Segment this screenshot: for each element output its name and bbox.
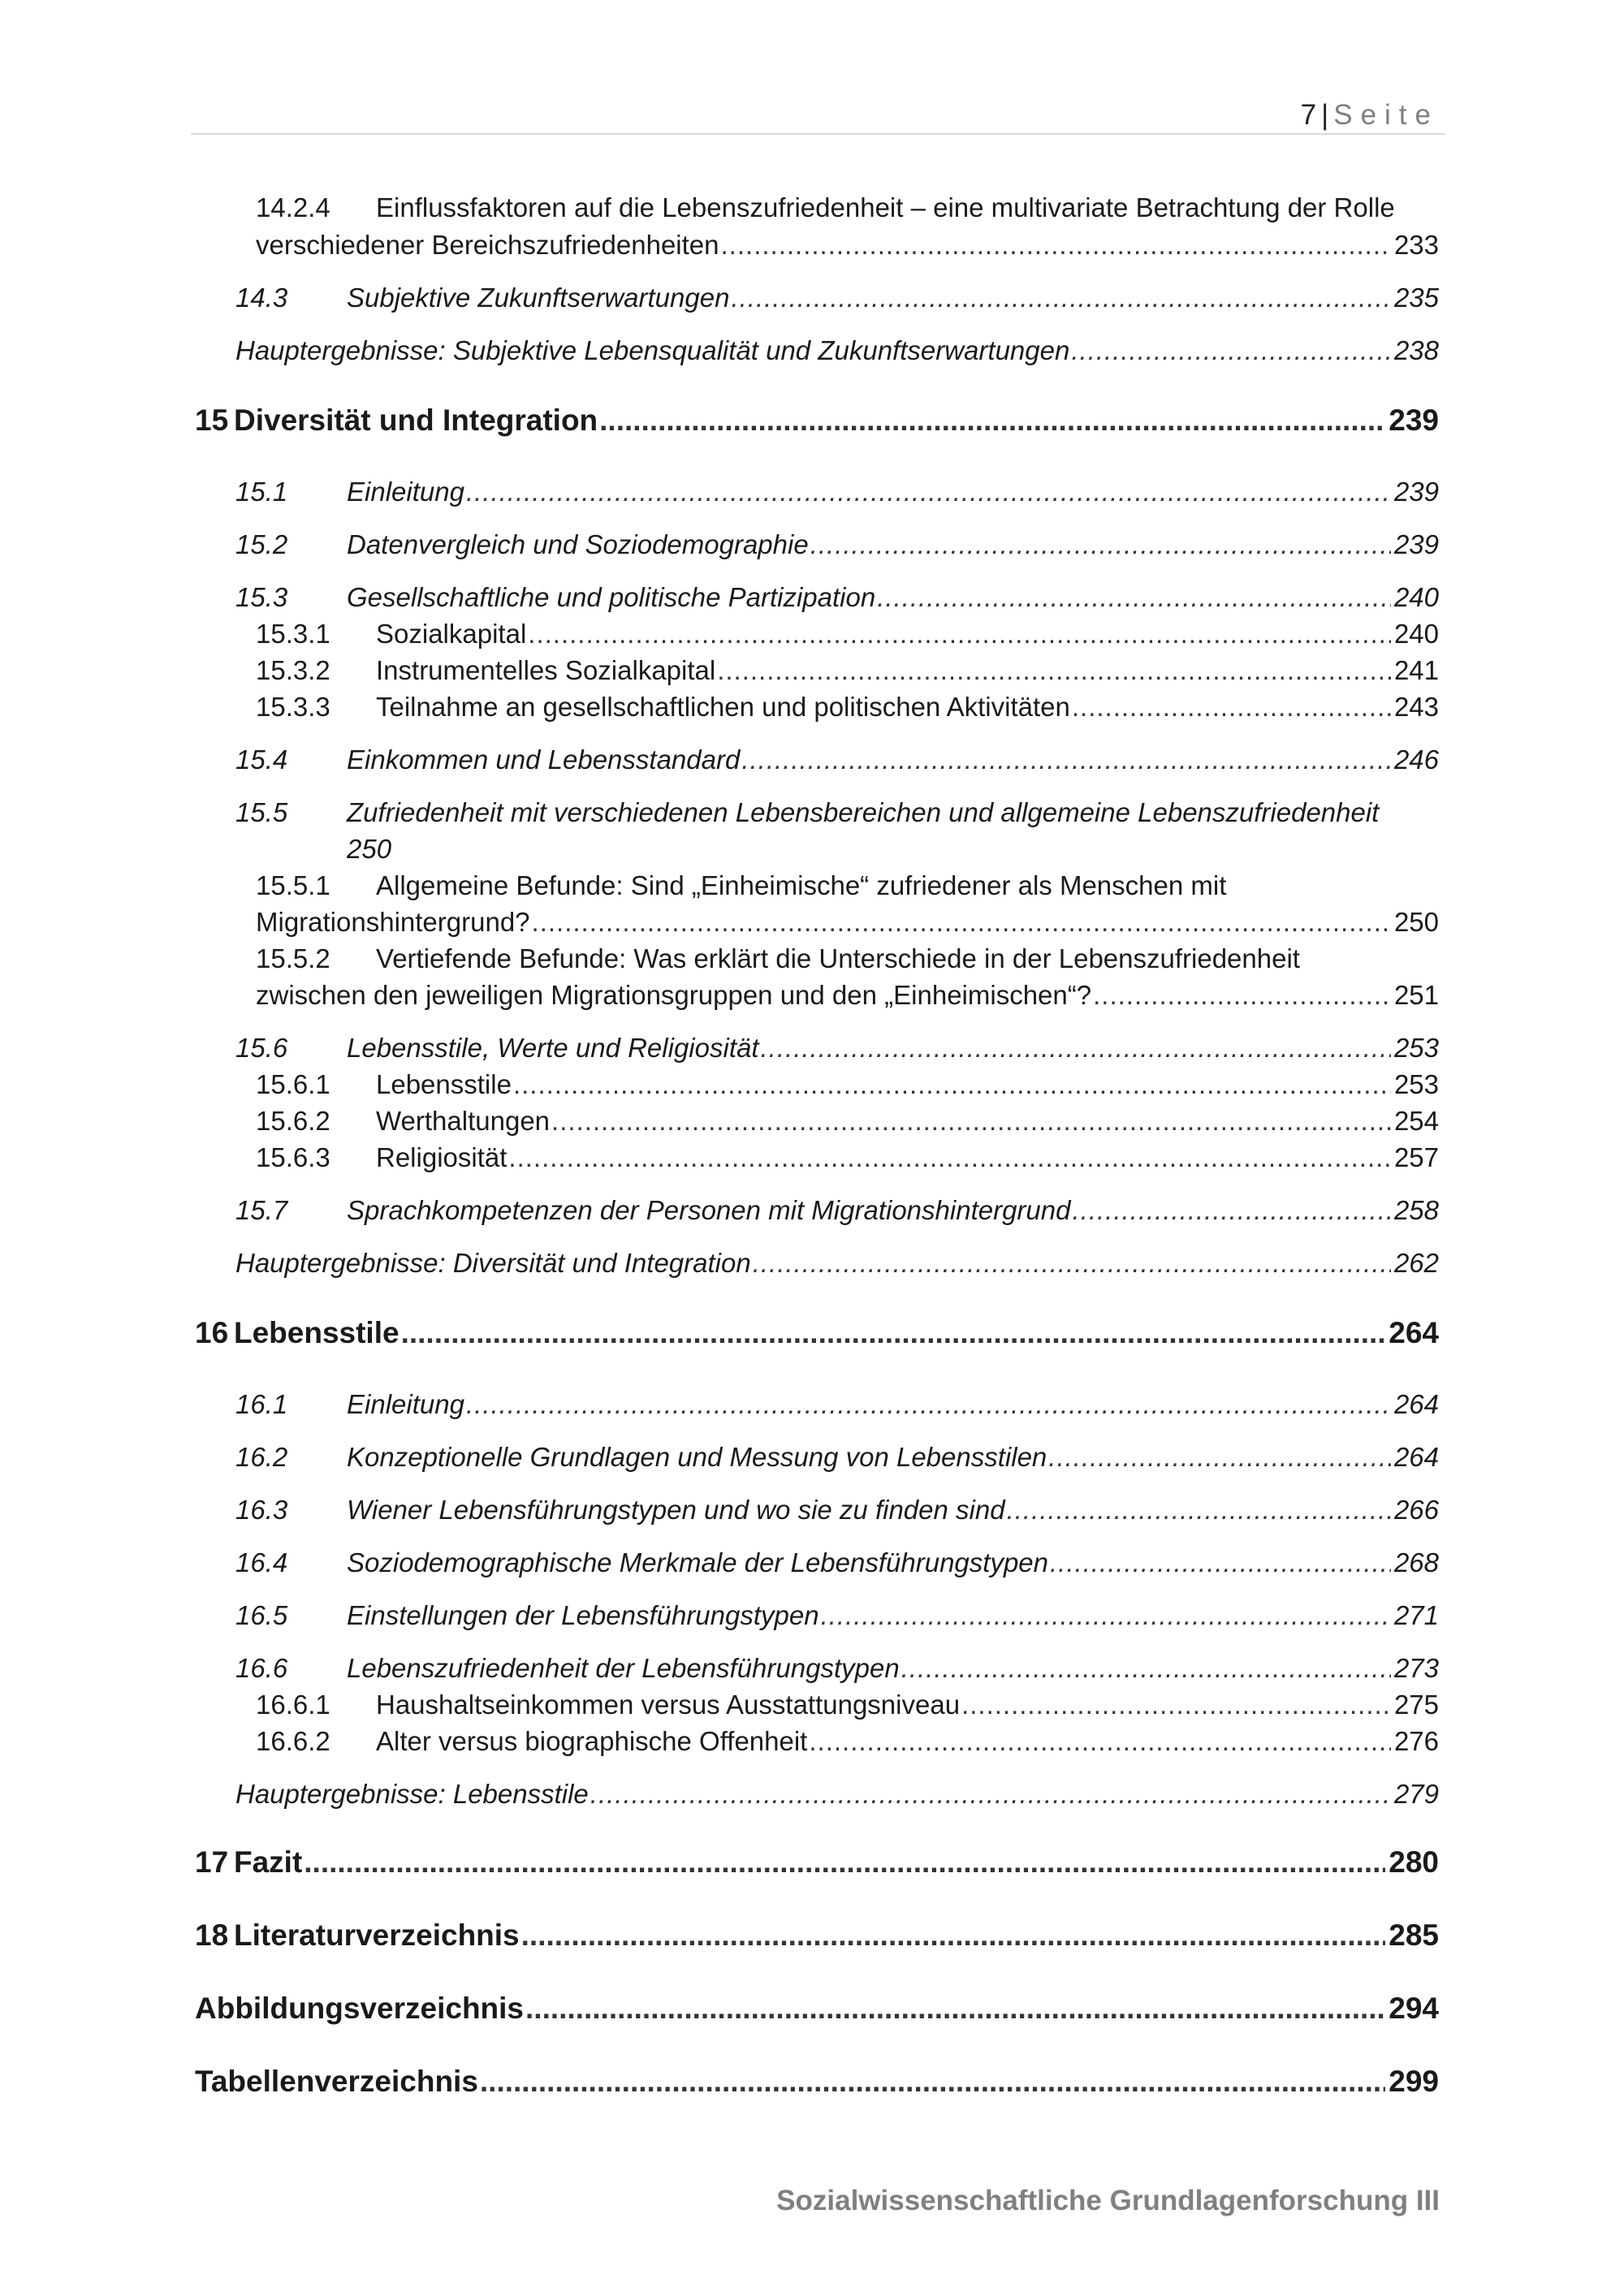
toc-page: 285 — [1389, 1918, 1439, 1952]
toc-page: 243 — [1393, 692, 1439, 722]
toc-entry-15-4[interactable] — [235, 744, 1439, 775]
toc-title: Instrumentelles Sozialkapital — [376, 655, 716, 685]
toc-entry-16-2[interactable] — [235, 1442, 1439, 1473]
toc-entry-16-6-2[interactable] — [256, 1726, 1439, 1757]
toc-entry-15-5-2-line1[interactable] — [256, 943, 1300, 974]
leader-dots — [513, 1069, 1391, 1100]
page-number-separator: | — [1321, 99, 1329, 131]
toc-title: Zufriedenheit mit verschiedenen Lebensbereichen und allgemeine Lebenszufriedenheit — [347, 797, 1380, 827]
leader-dots — [753, 1248, 1391, 1279]
toc-title: Konzeptionelle Grundlagen und Messung von Lebensstilen — [347, 1442, 1047, 1472]
toc-number: 15.5 — [235, 797, 288, 827]
toc-title: Hauptergebnisse: Subjektive Lebensqualität und Zukunftserwartungen — [235, 335, 1070, 365]
page-word: Seite — [1333, 99, 1439, 131]
leader-dots — [466, 477, 1391, 507]
toc-entry-15-1[interactable] — [235, 477, 1439, 507]
toc-number: 18 — [195, 1918, 229, 1952]
leader-dots — [901, 1653, 1391, 1684]
toc-title: Abbildungsverzeichnis — [195, 1992, 525, 2025]
toc-page: 239 — [1393, 529, 1439, 559]
toc-page: 253 — [1393, 1069, 1439, 1099]
leader-dots — [877, 582, 1391, 613]
toc-number: 15 — [195, 404, 229, 437]
toc-page: 273 — [1393, 1653, 1439, 1683]
toc-title: Tabellenverzeichnis — [195, 2065, 478, 2098]
toc-number: 17 — [195, 1845, 229, 1879]
toc-number: 15.3 — [235, 582, 288, 612]
leader-dots — [1072, 692, 1391, 723]
toc-entry-14-3[interactable] — [235, 283, 1439, 313]
leader-dots — [810, 529, 1391, 560]
leader-dots — [590, 1779, 1391, 1810]
toc-number: 16.3 — [235, 1495, 288, 1525]
toc-number: 15.3.1 — [256, 619, 330, 649]
leader-dots — [401, 1316, 1386, 1350]
leader-dots — [521, 1918, 1386, 1953]
toc-entry-15-5[interactable] — [235, 797, 1379, 828]
toc-entry-15-3-1[interactable] — [256, 619, 1439, 650]
toc-page: 268 — [1393, 1547, 1439, 1577]
toc-page: 241 — [1393, 655, 1439, 685]
leader-dots — [508, 1142, 1391, 1173]
toc-page: 276 — [1393, 1726, 1439, 1756]
toc-number: 16.2 — [235, 1442, 288, 1472]
leader-dots — [528, 619, 1391, 650]
leader-dots — [961, 1690, 1391, 1720]
toc-title: Sprachkompetenzen der Personen mit Migrationshintergrund — [347, 1195, 1071, 1225]
leader-dots — [532, 907, 1391, 938]
toc-page: 264 — [1389, 1316, 1439, 1349]
toc-number: 15.6.3 — [256, 1142, 330, 1172]
toc-number: 15.7 — [235, 1195, 288, 1225]
toc-entry-15-3[interactable] — [235, 582, 1439, 613]
toc-page: 299 — [1389, 2065, 1439, 2098]
toc-page: 258 — [1393, 1195, 1439, 1225]
toc-page: 239 — [1393, 477, 1439, 507]
toc-number: 16.6 — [235, 1653, 288, 1683]
toc-entry-16-5[interactable] — [235, 1600, 1439, 1631]
toc-abbildungsverzeichnis[interactable] — [195, 1992, 1439, 2026]
page-number — [1300, 99, 1439, 132]
toc-page: 271 — [1393, 1600, 1439, 1630]
toc-title: Vertiefende Befunde: Was erklärt die Unterschiede in der Lebenszufriedenheit — [376, 943, 1300, 973]
toc-page: 266 — [1393, 1495, 1439, 1525]
toc-number: 16 — [195, 1316, 229, 1349]
toc-entry-15-6[interactable] — [235, 1033, 1439, 1064]
leader-dots — [1072, 1195, 1390, 1226]
toc-page: 235 — [1393, 283, 1439, 313]
toc-number: 15.6.1 — [256, 1069, 330, 1099]
toc-number: 15.1 — [235, 477, 288, 507]
leader-dots — [1050, 1547, 1391, 1578]
toc-number: 16.5 — [235, 1600, 288, 1630]
toc-title: Wiener Lebensführungstypen und wo sie zu finden sind — [347, 1495, 1005, 1525]
toc-title: Alter versus biographische Offenheit — [376, 1726, 808, 1756]
leader-dots — [480, 2065, 1385, 2099]
toc-title: Subjektive Zukunftserwartungen — [347, 283, 730, 313]
toc-chapter-16[interactable] — [195, 1316, 1439, 1350]
leader-dots — [525, 1992, 1385, 2026]
toc-page: 253 — [1393, 1033, 1439, 1063]
toc-entry-15-3-2[interactable] — [256, 655, 1439, 686]
toc-page: 257 — [1393, 1142, 1439, 1172]
toc-entry-16-6[interactable] — [235, 1653, 1439, 1684]
toc-entry-14-2-4-line1[interactable] — [256, 192, 1395, 223]
toc-number: 14.2.4 — [256, 192, 330, 222]
leader-dots — [1093, 980, 1391, 1011]
toc-page: 250 — [1393, 907, 1439, 937]
toc-entry-14-2-4-line2[interactable] — [256, 230, 1439, 261]
toc-entry-15-5-1-line2[interactable] — [256, 907, 1439, 938]
leader-dots — [741, 744, 1391, 775]
leader-dots — [1071, 335, 1391, 366]
toc-chapter-17[interactable] — [195, 1845, 1439, 1880]
toc-title: Einleitung — [347, 477, 464, 507]
toc-entry-15-6-2[interactable] — [256, 1106, 1439, 1137]
toc-title: Fazit — [234, 1845, 303, 1879]
toc-number: 16.4 — [235, 1547, 288, 1577]
toc-number: 15.6 — [235, 1033, 288, 1063]
toc-number: 15.3.3 — [256, 692, 330, 722]
toc-entry-hauptergebnisse-15[interactable] — [235, 1248, 1439, 1279]
toc-number: 15.5.2 — [256, 943, 330, 973]
toc-number: 16.1 — [235, 1389, 288, 1419]
toc-entry-16-4[interactable] — [235, 1547, 1439, 1578]
toc-title: Einkommen und Lebensstandard — [347, 744, 741, 775]
toc-entry-15-7[interactable] — [235, 1195, 1439, 1226]
toc-entry-15-2[interactable] — [235, 529, 1439, 560]
leader-dots — [599, 404, 1385, 438]
leader-dots — [809, 1726, 1391, 1757]
toc-number: 14.3 — [235, 283, 288, 313]
toc-title: Religiosität — [376, 1142, 508, 1172]
toc-title: zwischen den jeweiligen Migrationsgruppen und den „Einheimischen“? — [256, 980, 1092, 1010]
toc-page: 275 — [1393, 1690, 1439, 1720]
toc-page: 240 — [1393, 619, 1439, 649]
toc-title: Lebensstile — [376, 1069, 512, 1099]
toc-entry-15-3-3[interactable] — [256, 692, 1439, 723]
toc-page: 279 — [1393, 1779, 1439, 1809]
leader-dots — [466, 1389, 1391, 1420]
page-number-value: 7 — [1300, 99, 1317, 131]
toc-number: 15.3.2 — [256, 655, 330, 685]
toc-title: Literaturverzeichnis — [234, 1918, 520, 1952]
toc-page: 280 — [1389, 1845, 1439, 1879]
leader-dots — [731, 283, 1391, 313]
toc-page: 264 — [1393, 1389, 1439, 1419]
page-header — [191, 91, 1445, 135]
toc-title: Einleitung — [347, 1389, 464, 1419]
toc-entry-16-6-1[interactable] — [256, 1690, 1439, 1720]
leader-dots — [551, 1106, 1391, 1137]
toc-entry-15-6-1[interactable] — [256, 1069, 1439, 1100]
toc-title: Hauptergebnisse: Diversität und Integration — [235, 1248, 751, 1278]
toc-title: Werthaltungen — [376, 1106, 551, 1136]
toc-title: Lebenszufriedenheit der Lebensführungstypen — [347, 1653, 900, 1683]
leader-dots — [721, 230, 1391, 261]
toc-page: 246 — [1393, 744, 1439, 775]
toc-title: Soziodemographische Merkmale der Lebensführungstypen — [347, 1547, 1049, 1577]
leader-dots — [304, 1845, 1385, 1880]
toc-page: 240 — [1393, 582, 1439, 612]
leader-dots — [761, 1033, 1391, 1064]
toc-number: 16.6.2 — [256, 1726, 330, 1756]
page-footer: Sozialwissenschaftliche Grundlagenforschung III — [776, 2185, 1440, 2216]
leader-dots — [1007, 1495, 1391, 1526]
toc-chapter-18[interactable] — [195, 1918, 1439, 1953]
toc-entry-15-5-page[interactable]: 250 — [347, 834, 392, 864]
toc-number: 15.5.1 — [256, 870, 330, 900]
toc-title: Hauptergebnisse: Lebensstile — [235, 1779, 589, 1809]
toc-chapter-15[interactable] — [195, 404, 1439, 438]
toc-title: Lebensstile, Werte und Religiosität — [347, 1033, 759, 1063]
toc-title: Haushaltseinkommen versus Ausstattungsniveau — [376, 1690, 961, 1720]
toc-title: Migrationshintergrund? — [256, 907, 530, 937]
toc-title: Datenvergleich und Soziodemographie — [347, 529, 809, 559]
toc-page: 238 — [1393, 335, 1439, 365]
toc-number: 15.4 — [235, 744, 288, 775]
toc-entry-15-5-2-line2[interactable] — [256, 980, 1439, 1011]
toc-title: Teilnahme an gesellschaftlichen und politischen Aktivitäten — [376, 692, 1070, 722]
toc-title: Einflussfaktoren auf die Lebenszufriedenheit – eine multivariate Betrachtung der Rolle — [376, 192, 1395, 222]
toc-number: 16.6.1 — [256, 1690, 330, 1720]
toc-title: Diversität und Integration — [234, 404, 598, 437]
toc-page: 262 — [1393, 1248, 1439, 1278]
toc-page: 264 — [1393, 1442, 1439, 1472]
toc-entry-16-1[interactable] — [235, 1389, 1439, 1420]
toc-page: 254 — [1393, 1106, 1439, 1136]
toc-page: 233 — [1393, 230, 1439, 260]
toc-tabellenverzeichnis[interactable] — [195, 2065, 1439, 2099]
toc-number: 15.2 — [235, 529, 288, 559]
toc-entry-hauptergebnisse-14[interactable] — [235, 335, 1439, 366]
leader-dots — [1048, 1442, 1391, 1473]
toc-entry-15-6-3[interactable] — [256, 1142, 1439, 1173]
toc-title: Lebensstile — [234, 1316, 400, 1349]
toc-entry-hauptergebnisse-16[interactable] — [235, 1779, 1439, 1810]
leader-dots — [821, 1600, 1391, 1631]
toc-page: 294 — [1389, 1992, 1439, 2025]
toc-page: 239 — [1389, 404, 1439, 437]
toc-page: 251 — [1393, 980, 1439, 1010]
toc-entry-16-3[interactable] — [235, 1495, 1439, 1526]
toc-title: Allgemeine Befunde: Sind „Einheimische“ zufriedener als Menschen mit — [376, 870, 1227, 900]
toc-number: 15.6.2 — [256, 1106, 330, 1136]
toc-title: Einstellungen der Lebensführungstypen — [347, 1600, 819, 1630]
leader-dots — [717, 655, 1391, 686]
toc-title: Sozialkapital — [376, 619, 527, 649]
toc-title: Gesellschaftliche und politische Partizipation — [347, 582, 876, 612]
toc-title: verschiedener Bereichszufriedenheiten — [256, 230, 719, 260]
toc-entry-15-5-1-line1[interactable] — [256, 870, 1226, 901]
